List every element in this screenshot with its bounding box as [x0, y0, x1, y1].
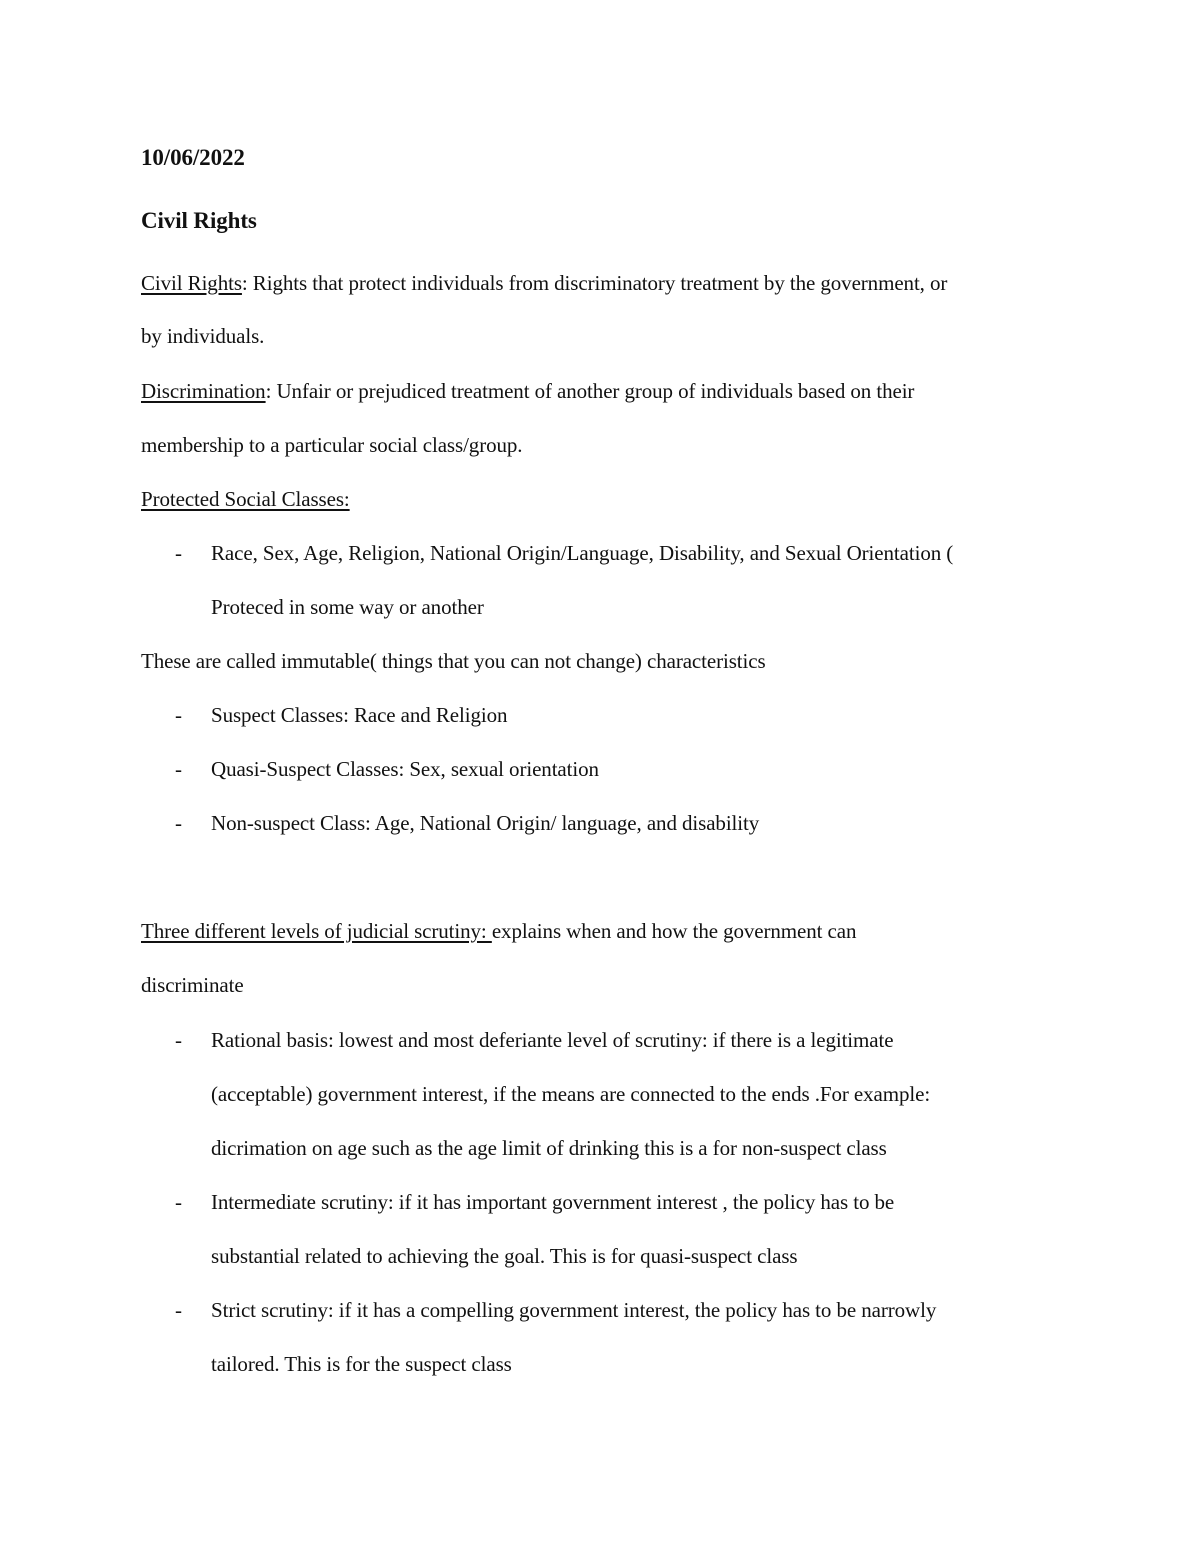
intermediate-scrutiny-line-2: substantial related to achieving the goal. This is for quasi-suspect class	[211, 1244, 798, 1268]
protected-classes-item-line-1: Race, Sex, Age, Religion, National Origin/Language, Disability, and Sexual Orientation (	[211, 541, 954, 565]
scrutiny-definition-line-2: discriminate	[141, 973, 244, 997]
bullet-dash: -	[175, 1190, 182, 1214]
bullet-dash: -	[175, 1028, 182, 1052]
civil-rights-term: Civil Rights	[141, 271, 242, 295]
protected-classes-heading: Protected Social Classes:	[141, 487, 350, 511]
scrutiny-definition: explains when and how the government can	[491, 919, 857, 943]
bullet-dash: -	[175, 1298, 182, 1322]
protected-classes-item-line-2: Proteced in some way or another	[211, 595, 484, 619]
immutable-note: These are called immutable( things that you can not change) characteristics	[141, 649, 766, 673]
civil-rights-definition-line-1	[141, 269, 947, 297]
bullet-dash: -	[175, 541, 182, 565]
non-suspect-class-item: Non-suspect Class: Age, National Origin/ language, and disability	[211, 811, 760, 835]
discrimination-definition-line-2: membership to a particular social class/group.	[141, 433, 523, 457]
bullet-dash: -	[175, 757, 182, 781]
intermediate-scrutiny-line-1: Intermediate scrutiny: if it has important government interest , the policy has to be	[211, 1190, 895, 1214]
civil-rights-definition-line-2: by individuals.	[141, 324, 265, 348]
scrutiny-definition-line-1	[141, 917, 856, 945]
strict-scrutiny-line-2: tailored. This is for the suspect class	[211, 1352, 512, 1376]
suspect-classes-item: Suspect Classes: Race and Religion	[211, 703, 508, 727]
rational-basis-line-3: dicrimation on age such as the age limit of drinking this is a for non-suspect class	[211, 1136, 887, 1160]
quasi-suspect-classes-item: Quasi-Suspect Classes: Sex, sexual orientation	[211, 757, 599, 781]
bullet-dash: -	[175, 811, 182, 835]
document-date: 10/06/2022	[141, 145, 245, 170]
discrimination-definition-line-1	[141, 377, 914, 405]
discrimination-definition: : Unfair or prejudiced treatment of another group of individuals based on their	[265, 379, 915, 403]
scrutiny-term: Three different levels of judicial scrutiny:	[141, 919, 492, 943]
discrimination-term: Discrimination	[141, 379, 266, 403]
strict-scrutiny-line-1: Strict scrutiny: if it has a compelling government interest, the policy has to be narrowly	[211, 1298, 937, 1322]
rational-basis-line-2: (acceptable) government interest, if the means are connected to the ends .For example:	[211, 1082, 931, 1106]
document-title: Civil Rights	[141, 208, 257, 233]
bullet-dash: -	[175, 703, 182, 727]
rational-basis-line-1: Rational basis: lowest and most deferiante level of scrutiny: if there is a legitimate	[211, 1028, 894, 1052]
civil-rights-definition: : Rights that protect individuals from discriminatory treatment by the government, or	[241, 271, 948, 295]
